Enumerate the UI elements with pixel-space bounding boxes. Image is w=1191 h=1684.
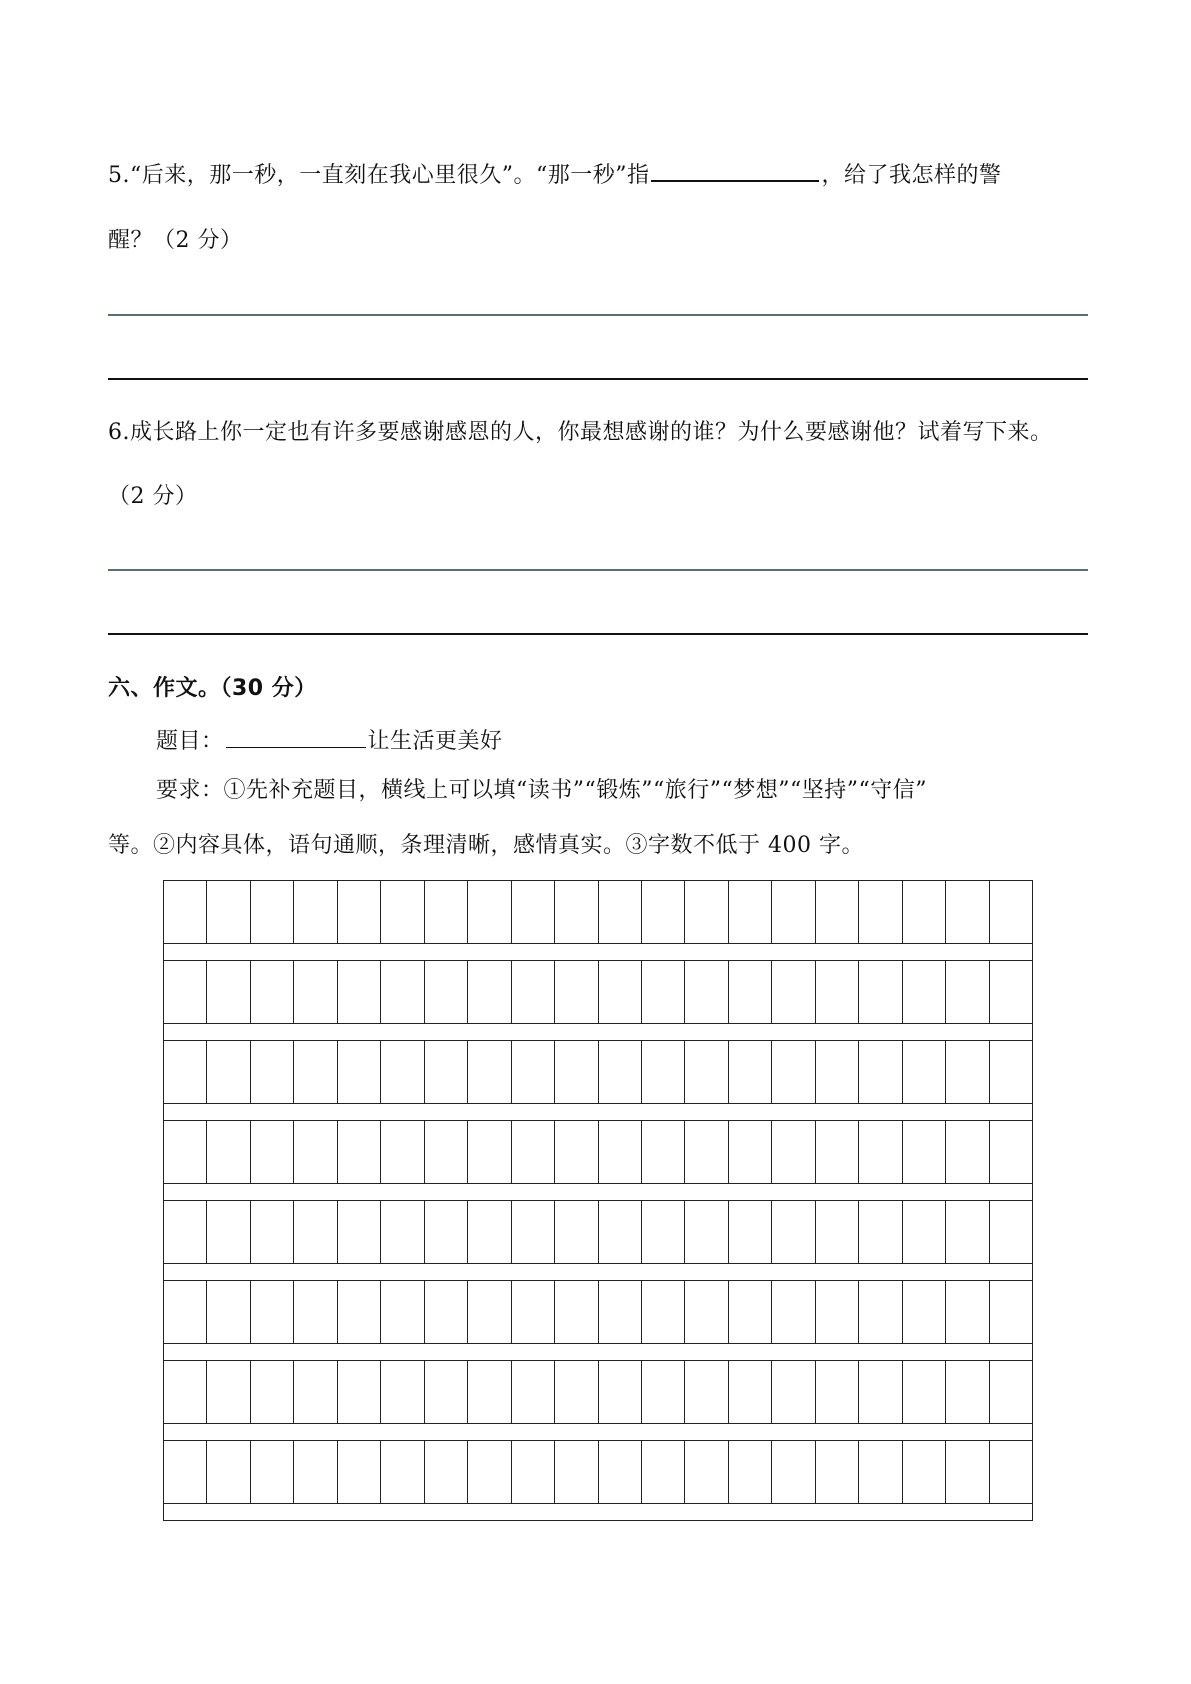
grid-row: [163, 1200, 1033, 1263]
grid-cell[interactable]: [990, 1441, 1032, 1503]
grid-cell[interactable]: [425, 961, 468, 1023]
grid-cell[interactable]: [164, 1121, 207, 1183]
grid-cell[interactable]: [816, 1201, 859, 1263]
grid-cell[interactable]: [685, 1361, 728, 1423]
grid-cell[interactable]: [859, 881, 902, 943]
grid-cell[interactable]: [990, 881, 1032, 943]
grid-cell[interactable]: [468, 961, 511, 1023]
grid-cell[interactable]: [903, 961, 946, 1023]
grid-cell[interactable]: [599, 1441, 642, 1503]
grid-cell[interactable]: [468, 881, 511, 943]
grid-cell[interactable]: [294, 1441, 337, 1503]
question-6-line-2: （2 分）: [108, 484, 198, 509]
grid-cell[interactable]: [816, 1281, 859, 1343]
grid-cell[interactable]: [642, 1201, 685, 1263]
question-5-line-1: [108, 160, 1002, 191]
grid-cell[interactable]: [859, 1441, 902, 1503]
grid-row: [163, 1040, 1033, 1103]
grid-cell[interactable]: [772, 1121, 815, 1183]
grid-cell[interactable]: [468, 1121, 511, 1183]
grid-cell[interactable]: [946, 1361, 989, 1423]
grid-cell[interactable]: [251, 1361, 294, 1423]
grid-cell[interactable]: [729, 881, 772, 943]
grid-cell[interactable]: [772, 1281, 815, 1343]
grid-cell[interactable]: [685, 961, 728, 1023]
grid-cell[interactable]: [381, 1041, 424, 1103]
essay-writing-grid[interactable]: [163, 880, 1033, 1521]
essay-requirements-line-2: 等。②内容具体，语句通顺，条理清晰，感情真实。③字数不低于 400 字。: [108, 833, 864, 858]
grid-cell[interactable]: [468, 1041, 511, 1103]
grid-cell[interactable]: [903, 881, 946, 943]
grid-cell[interactable]: [207, 1041, 250, 1103]
grid-cell[interactable]: [338, 1201, 381, 1263]
grid-cell[interactable]: [685, 1441, 728, 1503]
grid-cell[interactable]: [772, 1361, 815, 1423]
grid-cell[interactable]: [903, 1201, 946, 1263]
grid-row-gap: [163, 1263, 1033, 1280]
grid-cell[interactable]: [294, 1201, 337, 1263]
grid-cell[interactable]: [729, 1441, 772, 1503]
grid-cell[interactable]: [512, 1121, 555, 1183]
grid-cell[interactable]: [772, 1441, 815, 1503]
grid-cell[interactable]: [207, 961, 250, 1023]
grid-cell[interactable]: [642, 1361, 685, 1423]
grid-cell[interactable]: [729, 1201, 772, 1263]
grid-cell[interactable]: [599, 881, 642, 943]
grid-cell[interactable]: [468, 1281, 511, 1343]
grid-cell[interactable]: [338, 1121, 381, 1183]
grid-cell[interactable]: [685, 1041, 728, 1103]
grid-cell[interactable]: [599, 1201, 642, 1263]
essay-requirements-line-1: 要求：①先补充题目，横线上可以填“读书”“锻炼”“旅行”“梦想”“坚持”“守信”: [156, 778, 927, 803]
grid-cell[interactable]: [381, 1121, 424, 1183]
grid-cell[interactable]: [207, 1121, 250, 1183]
grid-row-gap: [163, 1023, 1033, 1040]
grid-cell[interactable]: [294, 1281, 337, 1343]
grid-cell[interactable]: [425, 881, 468, 943]
grid-cell[interactable]: [859, 1281, 902, 1343]
grid-cell[interactable]: [946, 881, 989, 943]
grid-cell[interactable]: [164, 1041, 207, 1103]
grid-cell[interactable]: [816, 881, 859, 943]
grid-cell[interactable]: [599, 1361, 642, 1423]
grid-cell[interactable]: [164, 961, 207, 1023]
grid-cell[interactable]: [946, 961, 989, 1023]
grid-cell[interactable]: [207, 1201, 250, 1263]
grid-cell[interactable]: [816, 1041, 859, 1103]
grid-cell[interactable]: [338, 1361, 381, 1423]
grid-cell[interactable]: [946, 1121, 989, 1183]
grid-cell[interactable]: [555, 1281, 598, 1343]
question-5-prompt-continued: ，给了我怎样的警: [821, 163, 1002, 188]
question-5-fill-blank[interactable]: [651, 160, 819, 182]
grid-row-gap: [163, 1423, 1033, 1440]
grid-cell[interactable]: [816, 1121, 859, 1183]
grid-cell[interactable]: [512, 1281, 555, 1343]
grid-cell[interactable]: [816, 1441, 859, 1503]
grid-cell[interactable]: [425, 1441, 468, 1503]
grid-cell[interactable]: [903, 1441, 946, 1503]
grid-cell[interactable]: [555, 1041, 598, 1103]
grid-row-gap: [163, 1503, 1033, 1520]
grid-cell[interactable]: [729, 1281, 772, 1343]
grid-cell[interactable]: [859, 1121, 902, 1183]
grid-cell[interactable]: [685, 1281, 728, 1343]
grid-cell[interactable]: [946, 1281, 989, 1343]
grid-cell[interactable]: [729, 1361, 772, 1423]
grid-cell[interactable]: [164, 1281, 207, 1343]
grid-cell[interactable]: [642, 1041, 685, 1103]
grid-cell[interactable]: [642, 1281, 685, 1343]
grid-cell[interactable]: [816, 961, 859, 1023]
grid-cell[interactable]: [859, 961, 902, 1023]
grid-row: [163, 1440, 1033, 1503]
grid-row-gap: [163, 1183, 1033, 1200]
grid-cell[interactable]: [555, 961, 598, 1023]
grid-cell[interactable]: [685, 1201, 728, 1263]
grid-row: [163, 1280, 1033, 1343]
grid-cell[interactable]: [946, 1441, 989, 1503]
grid-cell[interactable]: [990, 1201, 1032, 1263]
grid-cell[interactable]: [990, 1361, 1032, 1423]
grid-cell[interactable]: [599, 1121, 642, 1183]
grid-cell[interactable]: [251, 961, 294, 1023]
grid-cell[interactable]: [642, 1121, 685, 1183]
grid-cell[interactable]: [685, 1121, 728, 1183]
grid-cell[interactable]: [772, 1201, 815, 1263]
grid-cell[interactable]: [338, 961, 381, 1023]
grid-cell[interactable]: [772, 881, 815, 943]
grid-row: [163, 880, 1033, 943]
grid-cell[interactable]: [164, 881, 207, 943]
essay-topic-label: 题目：: [156, 729, 224, 754]
grid-cell[interactable]: [468, 1361, 511, 1423]
grid-cell[interactable]: [729, 1121, 772, 1183]
grid-cell[interactable]: [555, 1121, 598, 1183]
question-6-answer-line-2[interactable]: [108, 633, 1088, 635]
grid-cell[interactable]: [251, 1201, 294, 1263]
grid-cell[interactable]: [512, 1361, 555, 1423]
grid-cell[interactable]: [251, 881, 294, 943]
grid-cell[interactable]: [294, 1361, 337, 1423]
grid-cell[interactable]: [468, 1441, 511, 1503]
question-5-answer-line-2[interactable]: [108, 378, 1088, 380]
grid-cell[interactable]: [555, 1441, 598, 1503]
grid-cell[interactable]: [207, 1281, 250, 1343]
grid-cell[interactable]: [599, 961, 642, 1023]
grid-cell[interactable]: [251, 1441, 294, 1503]
grid-cell[interactable]: [555, 1201, 598, 1263]
grid-cell[interactable]: [425, 1201, 468, 1263]
grid-cell[interactable]: [772, 1041, 815, 1103]
question-6-line-1: 6.成长路上你一定也有许多要感谢感恩的人，你最想感谢的谁？为什么要感谢他？试着写下来。: [108, 420, 1053, 445]
grid-cell[interactable]: [512, 1441, 555, 1503]
grid-cell[interactable]: [990, 1121, 1032, 1183]
grid-cell[interactable]: [381, 1441, 424, 1503]
essay-topic-suffix: 让生活更美好: [367, 729, 503, 754]
question-6-answer-line-1[interactable]: [108, 569, 1088, 571]
grid-cell[interactable]: [207, 1441, 250, 1503]
grid-cell[interactable]: [381, 1281, 424, 1343]
grid-cell[interactable]: [251, 1041, 294, 1103]
grid-cell[interactable]: [512, 881, 555, 943]
grid-cell[interactable]: [859, 1361, 902, 1423]
grid-row: [163, 1120, 1033, 1183]
grid-row: [163, 960, 1033, 1023]
grid-cell[interactable]: [903, 1361, 946, 1423]
grid-row-gap: [163, 1103, 1033, 1120]
question-5-line-2: 醒？（2 分）: [108, 228, 243, 253]
grid-cell[interactable]: [294, 1041, 337, 1103]
grid-bottom-border: [163, 1520, 1033, 1521]
grid-cell[interactable]: [903, 1041, 946, 1103]
grid-cell[interactable]: [425, 1041, 468, 1103]
grid-cell[interactable]: [729, 1041, 772, 1103]
grid-cell[interactable]: [642, 1441, 685, 1503]
essay-section-heading: 六、作文。（30 分）: [108, 676, 317, 701]
grid-cell[interactable]: [859, 1201, 902, 1263]
grid-cell[interactable]: [512, 961, 555, 1023]
grid-cell[interactable]: [381, 881, 424, 943]
grid-cell[interactable]: [946, 1201, 989, 1263]
question-5-answer-line-1[interactable]: [108, 314, 1088, 316]
grid-cell[interactable]: [164, 1441, 207, 1503]
grid-cell[interactable]: [990, 1281, 1032, 1343]
grid-cell[interactable]: [859, 1041, 902, 1103]
grid-cell[interactable]: [990, 961, 1032, 1023]
grid-cell[interactable]: [251, 1121, 294, 1183]
grid-cell[interactable]: [381, 961, 424, 1023]
grid-cell[interactable]: [468, 1201, 511, 1263]
question-5-prompt: 5.“后来，那一秒，一直刻在我心里很久”。“那一秒”指: [108, 163, 650, 188]
grid-cell[interactable]: [164, 1201, 207, 1263]
grid-row: [163, 1360, 1033, 1423]
grid-cell[interactable]: [338, 1281, 381, 1343]
grid-cell[interactable]: [425, 1121, 468, 1183]
grid-cell[interactable]: [381, 1201, 424, 1263]
grid-cell[interactable]: [512, 1201, 555, 1263]
grid-cell[interactable]: [425, 1361, 468, 1423]
grid-cell[interactable]: [338, 1441, 381, 1503]
grid-cell[interactable]: [599, 1281, 642, 1343]
grid-cell[interactable]: [555, 881, 598, 943]
grid-cell[interactable]: [425, 1281, 468, 1343]
grid-cell[interactable]: [338, 1041, 381, 1103]
essay-topic-fill-blank[interactable]: [226, 727, 366, 748]
grid-cell[interactable]: [729, 961, 772, 1023]
grid-cell[interactable]: [816, 1361, 859, 1423]
grid-cell[interactable]: [207, 881, 250, 943]
grid-cell[interactable]: [990, 1041, 1032, 1103]
grid-cell[interactable]: [294, 961, 337, 1023]
grid-cell[interactable]: [642, 961, 685, 1023]
grid-row-gap: [163, 943, 1033, 960]
grid-row-gap: [163, 1343, 1033, 1360]
grid-cell[interactable]: [294, 881, 337, 943]
grid-cell[interactable]: [903, 1121, 946, 1183]
grid-cell[interactable]: [685, 881, 728, 943]
grid-cell[interactable]: [381, 1361, 424, 1423]
grid-cell[interactable]: [207, 1361, 250, 1423]
essay-topic-line: [156, 727, 503, 757]
grid-cell[interactable]: [599, 1041, 642, 1103]
grid-cell[interactable]: [903, 1281, 946, 1343]
grid-cell[interactable]: [338, 881, 381, 943]
grid-cell[interactable]: [512, 1041, 555, 1103]
grid-cell[interactable]: [251, 1281, 294, 1343]
grid-cell[interactable]: [294, 1121, 337, 1183]
grid-cell[interactable]: [642, 881, 685, 943]
grid-cell[interactable]: [946, 1041, 989, 1103]
grid-cell[interactable]: [772, 961, 815, 1023]
grid-cell[interactable]: [164, 1361, 207, 1423]
grid-cell[interactable]: [555, 1361, 598, 1423]
